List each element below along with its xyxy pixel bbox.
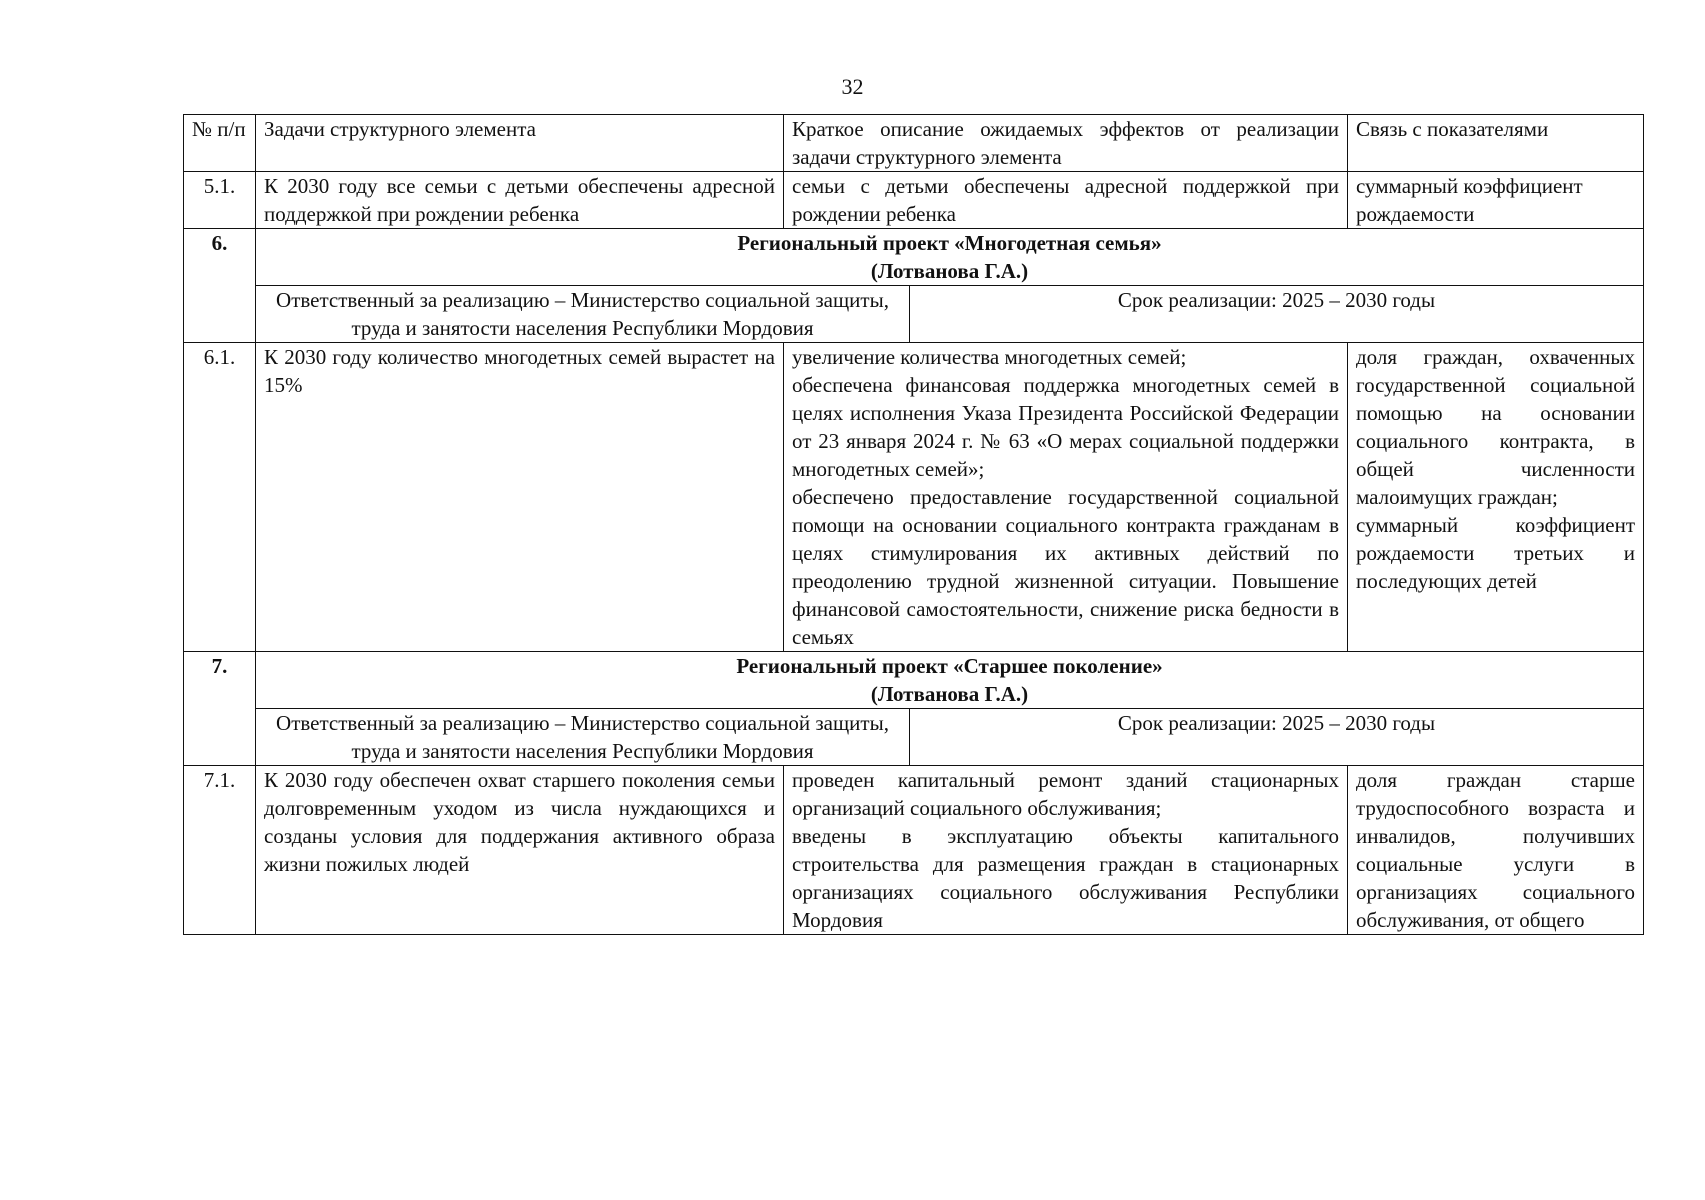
project-meta-row-6 — [184, 286, 1644, 343]
row-task: К 2030 году обеспечен охват старшего поколения семьи долговременным уходом из числа нуждающихся и созданы условия для поддержания активного образа жизни пожилых людей — [256, 766, 784, 935]
row-effect: увеличение количества многодетных семей; обеспечена финансовая поддержка многодетных семей в целях исполнения Указа Президента Российской Федерации от 23 января 2024 г. № 63 «О мерах социальной поддержки многодетных семей»; обеспечено предоставление государственной социальной помощи на основании социального контракта гражданам в целях стимулирования их активных действий по преодолению трудной жизненной ситуации. Повышение финансовой самостоятельности, снижение риска бедности в семьях — [784, 343, 1348, 652]
project-title: Региональный проект «Многодетная семья» — [737, 231, 1162, 255]
row-num: 5.1. — [184, 172, 256, 229]
header-indicators: Связь с показателями — [1348, 115, 1644, 172]
row-indicator: доля граждан, охваченных государственной социальной помощью на основании социального контракта, в общей численности малоимущих граждан; суммарный коэффициент рождаемости третьих и последующих детей — [1348, 343, 1644, 652]
page-number: 32 — [841, 74, 864, 99]
project-lead: (Лотванова Г.А.) — [870, 259, 1029, 283]
table-row-6-1 — [184, 343, 1644, 652]
header-num: № п/п — [184, 115, 256, 172]
table-header-row — [184, 115, 1644, 172]
project-term: Срок реализации: 2025 – 2030 годы — [910, 709, 1644, 766]
project-title-cell — [256, 652, 1644, 709]
project-num: 6. — [184, 229, 256, 343]
row-task: К 2030 году количество многодетных семей вырастет на 15% — [256, 343, 784, 652]
row-num: 6.1. — [184, 343, 256, 652]
row-indicator: доля граждан старше трудоспособного возраста и инвалидов, получивших социальные услуги в организациях социального обслуживания, от общего — [1348, 766, 1644, 935]
project-title-row-7 — [184, 652, 1644, 709]
row-task: К 2030 году все семьи с детьми обеспечены адресной поддержкой при рождении ребенка — [256, 172, 784, 229]
project-title: Региональный проект «Старшее поколение» — [736, 654, 1163, 678]
row-effect: проведен капитальный ремонт зданий стационарных организаций социального обслуживания; введены в эксплуатацию объекты капитального строительства для размещения граждан в стационарных организациях социального обслуживания Республики Мордовия — [784, 766, 1348, 935]
header-tasks: Задачи структурного элемента — [256, 115, 784, 172]
table-row-5-1 — [184, 172, 1644, 229]
project-responsible: Ответственный за реализацию – Министерство социальной защиты, труда и занятости населения Республики Мордовия — [256, 709, 910, 766]
project-responsible: Ответственный за реализацию – Министерство социальной защиты, труда и занятости населения Республики Мордовия — [256, 286, 910, 343]
project-title-cell — [256, 229, 1644, 286]
row-effect: семьи с детьми обеспечены адресной поддержкой при рождении ребенка — [784, 172, 1348, 229]
row-num: 7.1. — [184, 766, 256, 935]
project-lead: (Лотванова Г.А.) — [870, 682, 1029, 706]
row-indicator: суммарный коэффициент рождаемости — [1348, 172, 1644, 229]
project-meta-row-7 — [184, 709, 1644, 766]
project-term: Срок реализации: 2025 – 2030 годы — [910, 286, 1644, 343]
project-title-row-6 — [184, 229, 1644, 286]
program-table — [183, 114, 1644, 935]
header-effects: Краткое описание ожидаемых эффектов от реализации задачи структурного элемента — [784, 115, 1348, 172]
project-num: 7. — [184, 652, 256, 766]
table-row-7-1 — [184, 766, 1644, 935]
